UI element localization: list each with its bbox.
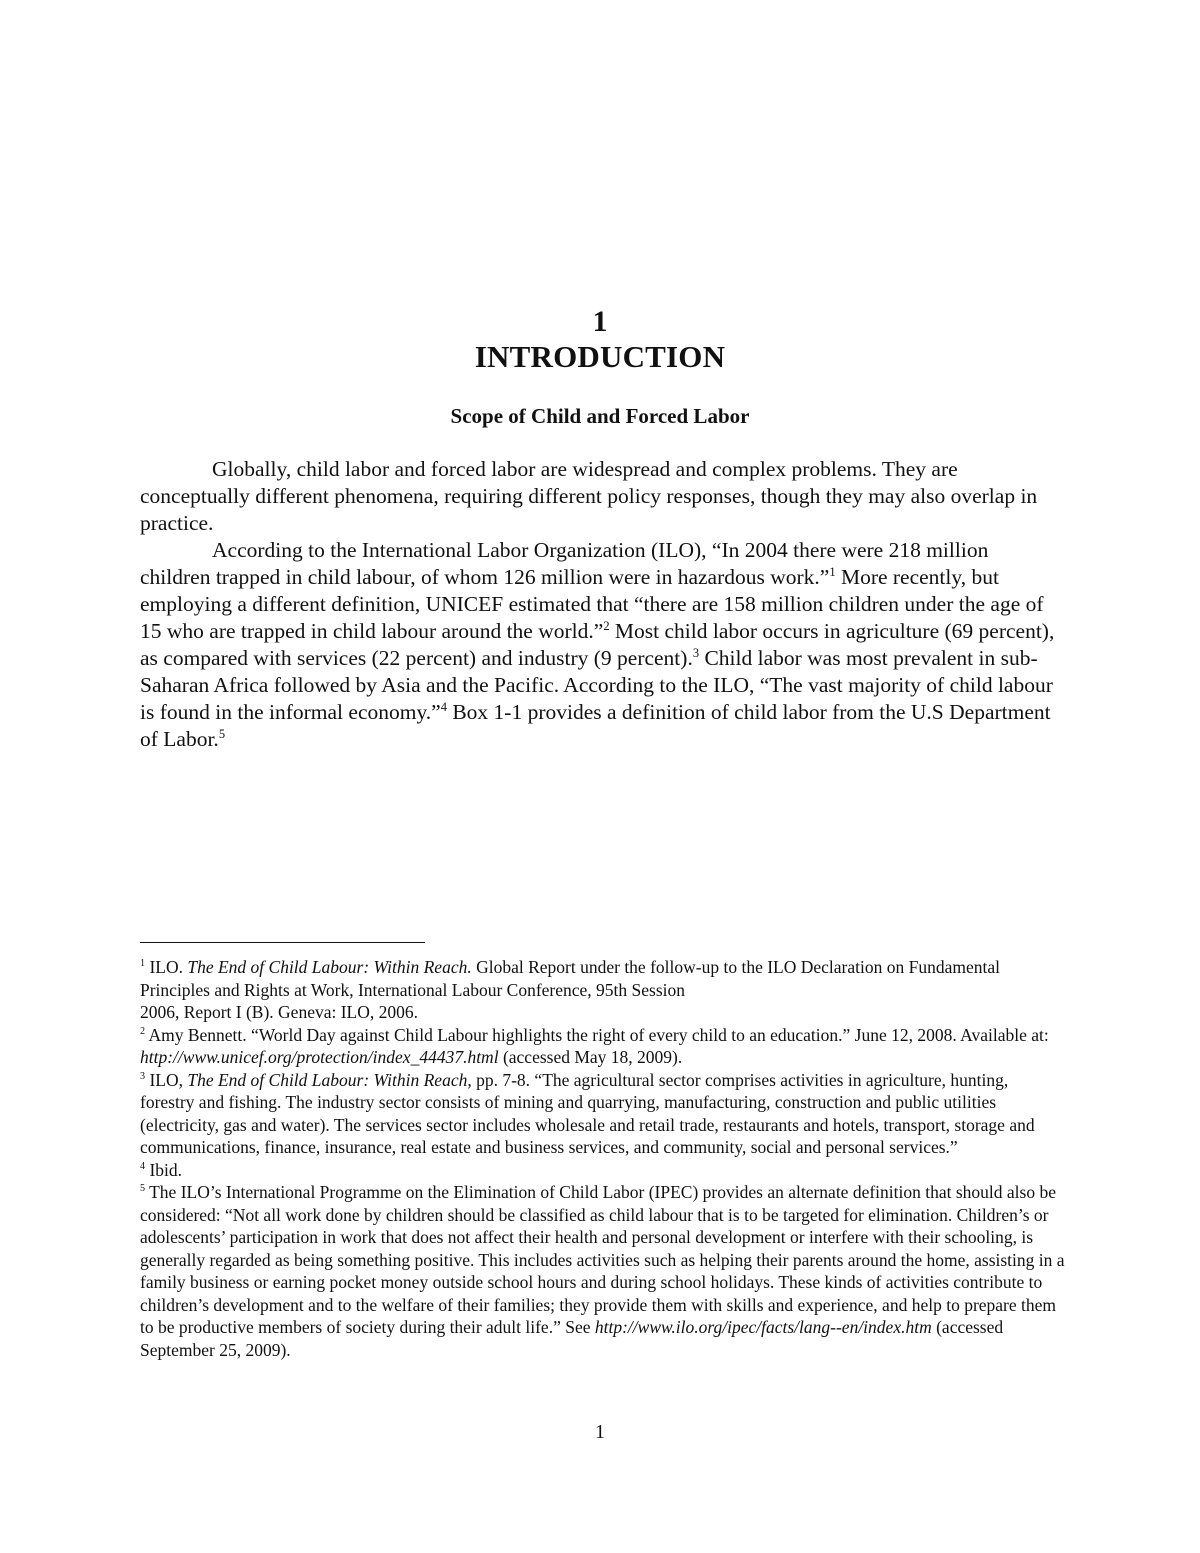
- footnote-title: The End of Child Labour: Within Reach,: [187, 1069, 472, 1090]
- footnote-4: [140, 1159, 1065, 1182]
- footnote-3: [140, 1069, 1065, 1159]
- footnotes: [140, 956, 1065, 1361]
- body-text: [140, 456, 1060, 753]
- chapter-title: INTRODUCTION: [474, 339, 726, 374]
- paragraph-1: Globally, child labor and forced labor are widespread and complex problems. They are conceptually different phenomena, requiring different policy responses, though they may also overlap in practice.: [140, 457, 1038, 535]
- footnote-text: (accessed September 25, 2009).: [140, 1317, 1004, 1360]
- paragraph-2-sentence-2: More recently, but employing a different definition, UNICEF estimated that “there are 158 million children under the age of 15 who are trapped in child labour around the world.”: [140, 565, 1044, 643]
- footnote-url[interactable]: http://www.ilo.org/ipec/facts/lang--en/index.htm: [594, 1317, 932, 1337]
- footnote-text: (accessed May 18, 2009).: [498, 1047, 683, 1067]
- footnote-text: The ILO’s International Programme on the Elimination of Child Labor (IPEC) provides an alternate definition that should also be considered: “Not all work done by children should be classified as child labour that is to be targeted for elimination. Children’s or adolescents’ participation in work that does not affect their health and personal development or interfere with their schooling, is generally regarded as being something positive. This includes activities such as helping their parents around the home, assisting in a family business or earning pocket money outside school hours and during school holidays. These kinds of activities contribute to children’s development and to the welfare of their families; they provide them with skills and experience, and help to prepare them to be productive members of society during their adult life.” See: [140, 1182, 1065, 1337]
- footnote-number: 2: [140, 1025, 146, 1037]
- footnote-text: ILO.: [145, 957, 188, 977]
- footnote-number: 5: [140, 1183, 146, 1195]
- footnote-ref-3[interactable]: 3: [692, 645, 700, 660]
- paragraph-2-sentence-5: Box 1-1 provides a definition of child labor from the U.S Department of Labor.: [140, 700, 1051, 751]
- paragraph-2: [140, 537, 1060, 753]
- footnote-text: ILO,: [145, 1069, 188, 1090]
- footnote-ref-2[interactable]: 2: [603, 618, 610, 633]
- footnote-number: 4: [140, 1160, 146, 1172]
- paragraph-2-sentence-1: According to the International Labor Organization (ILO), “In 2004 there were 218 million children trapped in child labour, of whom 126 million were in hazardous work.”: [140, 538, 989, 589]
- footnote-ref-4[interactable]: 4: [440, 699, 447, 714]
- section-title: Scope of Child and Forced Labor: [450, 404, 750, 428]
- footnote-text: Global Report under the follow-up to the ILO Declaration on Fundamental Principles and Rights at Work, International Labour Conference, 95th Session: [140, 957, 1000, 1000]
- footnote-text: 2006, Report I (B). Geneva: ILO, 2006.: [140, 1002, 418, 1022]
- page-number: 1: [595, 1421, 605, 1443]
- footnote-number: 1: [140, 958, 146, 970]
- footnote-2: [140, 1024, 1065, 1069]
- footnote-text: pp. 7-8. “The agricultural sector comprises activities in agriculture, hunting, forestry and fishing. The industry sector consists of mining and quarrying, manufacturing, construction and public utilities (electricity, gas and water). The services sector includes wholesale and retail trade, restaurants and hotels, transport, storage and communications, finance, insurance, real estate and business services, and community, social and personal services.”: [140, 1069, 1035, 1157]
- chapter-number: 1: [592, 305, 608, 338]
- footnote-text: Amy Bennett. “World Day against Child Labour highlights the right of every child to an education.” June 12, 2008. Available at:: [145, 1024, 1049, 1045]
- footnote-1: [140, 956, 1065, 1024]
- footnote-title: The End of Child Labour: Within Reach.: [187, 957, 472, 977]
- footnote-ref-5[interactable]: 5: [218, 726, 226, 741]
- footnote-separator: [140, 942, 425, 943]
- footnote-5: [140, 1181, 1065, 1361]
- paragraph-2-sentence-3: Most child labor occurs in agriculture (69 percent), as compared with services (22 percent) and industry (9 percent).: [140, 619, 1055, 670]
- footnote-ref-1[interactable]: 1: [829, 564, 836, 579]
- footnote-url[interactable]: http://www.unicef.org/protection/index_44437.html: [140, 1047, 499, 1067]
- footnote-text: Ibid.: [145, 1159, 183, 1180]
- paragraph-2-sentence-4: Child labor was most prevalent in sub-Saharan Africa followed by Asia and the Pacific. According to the ILO, “The vast majority of child labour is found in the informal economy.”: [140, 646, 1053, 724]
- footnote-number: 3: [140, 1070, 146, 1082]
